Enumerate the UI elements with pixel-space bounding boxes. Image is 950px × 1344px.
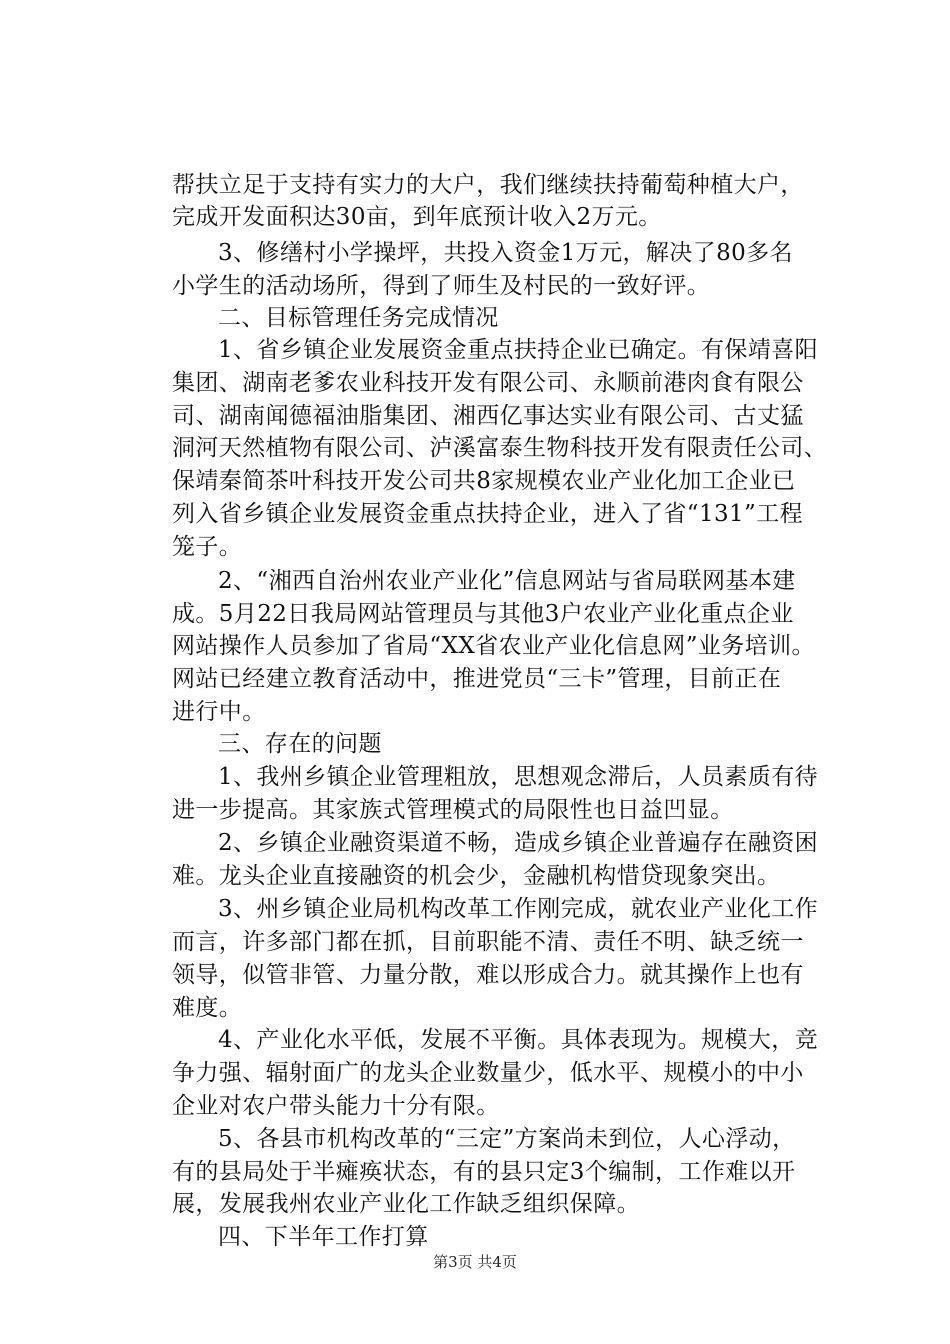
text-line: 小学生的活动场所，得到了师生及村民的一致好评。: [172, 273, 711, 299]
text-line: 司、湖南闻德福油脂集团、湘西亿事达实业有限公司、古丈猛: [172, 403, 804, 429]
page-number: 第3页 共4页: [433, 1253, 517, 1271]
text-line: 5、各县市机构改革的“三定”方案尚未到位，人心浮动，: [218, 1126, 796, 1152]
text-line: 2、“湘西自治州农业产业化”信息网站与省局联网基本建: [218, 568, 796, 594]
text-line: 2、乡镇企业融资渠道不畅，造成乡镇企业普遍存在融资困: [218, 830, 819, 856]
text-line: 而言，许多部门都在抓，目前职能不清、责任不明、缺乏统一: [172, 929, 804, 955]
text-line: 争力强、辐射面广的龙头企业数量少，低水平、规模小的中小: [172, 1060, 804, 1086]
text-line: 帮扶立足于支持有实力的大户，我们继续扶持葡萄种植大户，: [172, 172, 804, 198]
text-line: 领导，似管非管、力量分散，难以形成合力。就其操作上也有: [172, 962, 804, 988]
text-line: 1、我州乡镇企业管理粗放，思想观念滞后，人员素质有待: [218, 764, 819, 790]
text-line: 网站操作人员参加了省局“XX省农业产业化信息网”业务培训。: [172, 633, 815, 659]
text-line: 保靖秦简茶叶科技开发公司共8家规模农业产业化加工企业已: [172, 468, 796, 494]
text-line: 网站已经建立教育活动中，推进党员“三卡”管理，目前正在: [172, 666, 782, 692]
text-line: 展，发展我州农业产业化工作缺乏组织保障。: [172, 1191, 640, 1217]
text-line: 企业对农户带头能力十分有限。: [172, 1093, 500, 1119]
text-line: 完成开发面积达30亩，到年底预计收入2万元。: [172, 204, 662, 230]
text-line: 3、修缮村小学操坪，共投入资金1万元，解决了80多名: [218, 240, 793, 266]
text-line: 4、产业化水平低，发展不平衡。具体表现为。规模大，竞: [218, 1027, 819, 1053]
text-line: 集团、湖南老爹农业科技开发有限公司、永顺前港肉食有限公: [172, 370, 804, 396]
text-line: 列入省乡镇企业发展资金重点扶持企业，进入了省“131”工程: [172, 501, 804, 527]
text-line: 有的县局处于半瘫痪状态，有的县只定3个编制，工作难以开: [172, 1159, 796, 1185]
text-line: 笼子。: [172, 534, 243, 560]
text-line: 进行中。: [172, 699, 266, 725]
text-line: 洞河天然植物有限公司、泸溪富泰生物科技开发有限责任公司、: [172, 435, 828, 461]
text-line: 成。5月22日我局网站管理员与其他3户农业产业化重点企业: [172, 601, 794, 627]
text-line: 3、州乡镇企业局机构改革工作刚完成，就农业产业化工作: [218, 896, 819, 922]
text-line: 难度。: [172, 995, 243, 1021]
section-heading: 四、下半年工作打算: [218, 1224, 429, 1250]
section-heading: 二、目标管理任务完成情况: [218, 305, 499, 331]
text-line: 1、省乡镇企业发展资金重点扶持企业已确定。有保靖喜阳: [218, 337, 819, 363]
text-line: 难。龙头企业直接融资的机会少，金融机构惜贷现象突出。: [172, 863, 781, 889]
text-line: 进一步提高。其家族式管理模式的局限性也日益凹显。: [172, 797, 734, 823]
section-heading: 三、存在的问题: [218, 731, 382, 757]
